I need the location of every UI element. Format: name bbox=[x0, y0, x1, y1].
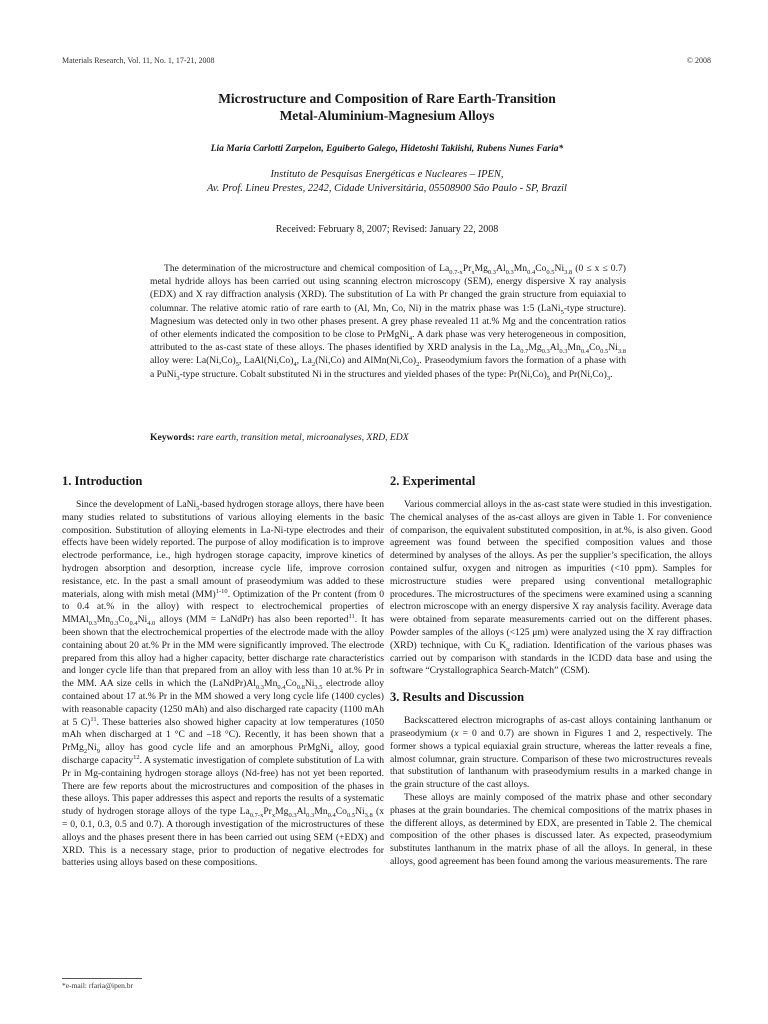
affiliation bbox=[62, 168, 712, 196]
authors: Lia Maria Carlotti Zarpelon, Eguiberto Galego, Hidetoshi Takiishi, Rubens Nunes Faria* bbox=[210, 144, 564, 154]
title-line-2: Metal-Aluminium-Magnesium Alloys bbox=[279, 108, 495, 123]
left-column bbox=[62, 470, 384, 870]
introduction-paragraph: Since the development of LaNi$_5$-based hydrogen storage alloys, there have been many studies related to substitutions of various alloying elements in the basic composition. Substitution of alloying elements in La-Ni-type electrodes and their effects have been widely reported. The purpose of alloy modification is to improve electrode performance, i.e., high hydrogen storage capacity, improve kinetics of hydrogen absorption and desorption, increase cycle life, improve corrosion resistance, etc. In the past a small amount of praseodymium was added to these materials, along with mish metal (MM)$^{1-10}$. Optimization of the Pr content (from 0 to 0.4 at.% in the alloy) with respect to electrochemical properties of $MMAl_{0.3}Mn_{0.3}Co_{0.4}Ni_{4.0}$ alloys (MM = LaNdPr) has also been reported$^{11}$. It has been shown that the electrochemical properties of the electrode made with the alloy containing about 20 at.% Pr in the MM were significantly improved. The electrode prepared from this alloy had a higher capacity, better discharge rate characteristics and longer cycle life than that prepared from an alloy with less than 10 at.% Pr in the MM. AA size cells in which the $(LaNdPr)Al_{0.3}Mn_{0.4}Co_{0.8}Ni_{3.5}$ electrode alloy contained about 17 at.% Pr in the MM showed a very long cycle life (1400 cycles) with reasonable capacity (1250 mAh) and also discharged rate capacity (1100 mAh at 5 C)$^{11}$. These batteries also showed higher capacity at low temperatures (1050 mAh when discharged at 1 °C and –18 °C). Recently, it has been shown that a $PrMg_2Ni_9$ alloy has good cycle life and an amorphous PrMgNi$_4$ alloy, good discharge capacity$^{12}$. A systematic investigation of complete substitution of La with Pr in Mg-containing hydrogen storage alloys (Nd-free) has not yet been reported. There are few reports about the microstructures and composition of the phases in these alloys. This paper addresses this aspect and reports the results of a systematic study of hydrogen storage alloys of the type $La_{0.7-x}Pr_xMg_{0.3}Al_{0.3}Mn_{0.4}Co_{0.5}Ni_{3.8}$ (x = 0, 0.1, 0.3, 0.5 and 0.7). A thorough investigation of the microstructures of these alloys and the phases present there in has been carried out using SEM (+EDX) and XRD. This is a necessary stage, prior to production of negative electrodes for batteries using alloys based on these compositions. bbox=[62, 499, 385, 869]
title-line-1: Microstructure and Composition of Rare Earth-Transition bbox=[218, 91, 556, 106]
received-dates: Received: February 8, 2007; Revised: January 22, 2008 bbox=[275, 224, 499, 235]
experimental-paragraph: Various commercial alloys in the as-cast state were studied in this investigation. The chemical analyses of the as-cast alloys are given in Table 1. For convenience of comparison, the equivalent substituted composition, in at.%, is also given. Good agreement was found between the specified composition values and those determined by analyses of the alloys. As per the supplier’s specification, the alloys contained sulfur, oxygen and nitrogen as impurities (<10 ppm). Samples for microstructure studies were prepared using conventional metallographic procedures. The microstructures of the specimens were examined using a scanning electron microscope with an energy dispersive X ray analysis facility. Average data were obtained from separate measurements carried out on the different phases. Powder samples of the alloys (<125 μm) were analyzed using the X ray diffraction (XRD) technique, with Cu $K_\alpha$ radiation. Identification of the various phases was carried out by comparison with standards in the ICDD data base and using the software “Crystallographica Search-Match” (CSM). bbox=[390, 499, 712, 677]
affiliation-line-1: Instituto de Pesquisas Energéticas e Nucleares – IPEN, bbox=[270, 169, 504, 180]
keywords bbox=[150, 432, 626, 443]
abstract: The determination of the microstructure and chemical composition of $La_{0.7-x}Pr_xMg_{0.3}Al_{0.3}Mn_{0.4}Co_{0.5}Ni_{3.8}$ (0 ≤ x ≤ 0.7) metal hydride alloys has been carried out using scanning electron microscopy (SEM), energy dispersive X ray analysis (EDX) and X ray diffraction analysis (XRD). The substitution of La with Pr changed the grain structure from equiaxial to columnar. The relative atomic ratio of rare earth to (Al, Mn, Co, Ni) in the matrix phase was 1:5 (LaNi$_5$-type structure). Magnesium was detected only in two other phases present. A grey phase revealed 11 at.% Mg and the concentration ratios of other elements indicated the composition to be close to PrMgNi$_4$. A dark phase was very heterogeneous in composition, attributed to the as-cast state of these alloys. The phases identified by XRD analysis in the $La_{0.7}Mg_{0.3}Al_{0.3}Mn_{0.4}Co_{0.5}Ni_{3.8}$ alloy were: $La(Ni,Co)_5$, $LaAl(Ni,Co)_4$, $La_2(Ni,Co)$ and $AlMn(Ni,Co)_2$. Praseodymium favors the formation of a phase with a PuNi$_3$-type structure. Cobalt substituted Ni in the structures and yielded phases of the type: $Pr(Ni,Co)_5$ and $Pr(Ni,Co)_3$. bbox=[150, 263, 627, 382]
section-heading-introduction: 1. Introduction bbox=[62, 474, 143, 488]
right-column bbox=[390, 470, 712, 869]
journal-header: Materials Research, Vol. 11, No. 1, 17-21, 2008 bbox=[62, 56, 215, 65]
results-paragraph-1: Backscattered electron micrographs of as-cast alloys containing lanthanum or praseodymium (x = 0 and 0.7) are shown in Figures 1 and 2, respectively. The former shows a typical equiaxial grain structure, whereas the latter reveals a fine, almost columnar, grain structure. Comparison of these two microstructures reveals that substitution of lanthanum with praseodymium results in a marked change in the grain structure of the cast alloys. bbox=[390, 715, 712, 791]
affiliation-line-2: Av. Prof. Lineu Prestes, 2242, Cidade Universitária, 05508900 São Paulo - SP, Brazil bbox=[207, 183, 567, 194]
keywords-text: rare earth, transition metal, microanalyses, XRD, EDX bbox=[197, 432, 409, 443]
footnote-email: *e-mail: rfaria@ipen.br bbox=[62, 981, 134, 990]
section-heading-experimental: 2. Experimental bbox=[390, 474, 476, 488]
section-heading-results: 3. Results and Discussion bbox=[390, 690, 525, 705]
footnote-rule bbox=[62, 978, 142, 979]
results-paragraph-2: These alloys are mainly composed of the matrix phase and other secondary phases at the grain boundaries. The chemical compositions of the matrix phases in the different alloys, as determined by EDX, are presented in Table 2. The chemical composition of the other phases is discussed later. As expected, praseodymium substitutes lanthanum in the matrix phase of all the alloys. In general, in these alloys, good agreement has been found among the various measurements. The rare bbox=[390, 791, 712, 867]
copyright: © 2008 bbox=[686, 56, 711, 65]
keywords-label: Keywords: bbox=[150, 432, 195, 443]
paper-title bbox=[62, 90, 712, 124]
